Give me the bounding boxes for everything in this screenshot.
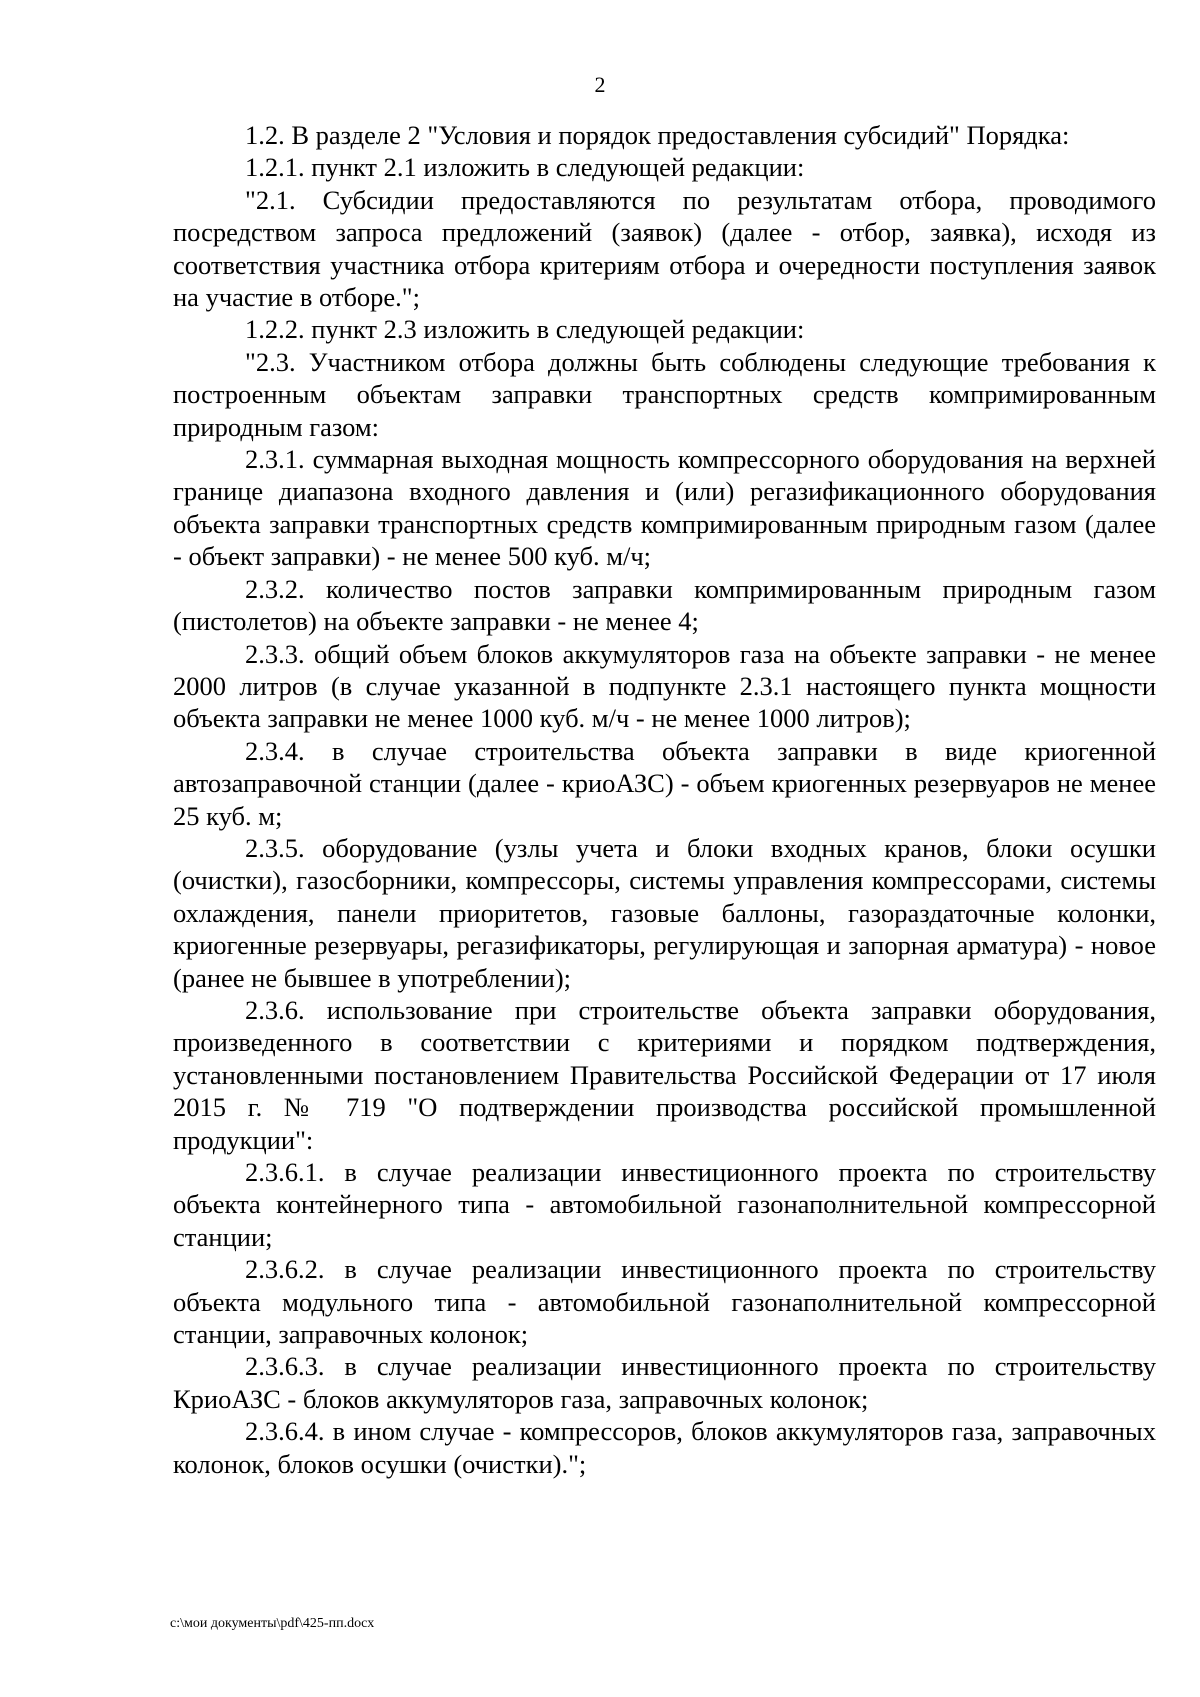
paragraph: 2.3.3. общий объем блоков аккумуляторов газа на объекте заправки - не менее 2000 литров (в случае указанной в подпункте 2.3.1 настоящего пункта мощности объекта заправки не менее 1000 куб. м/ч - не менее 1000 литров); <box>173 638 1156 734</box>
paragraph: 1.2.1. пункт 2.1 изложить в следующей редакции: <box>245 152 805 183</box>
page-number: 2 <box>594 72 606 97</box>
paragraph: 2.3.5. оборудование (узлы учета и блоки входных кранов, блоки осушки (очистки), газосборники, компрессоры, системы управления компрессорами, системы охлаждения, панели приоритетов, газовые баллоны, газораздаточные колонки, криогенные резервуары, регазификаторы, регулирующая и запорная арматура) - новое (ранее не бывшее в употреблении); <box>173 832 1156 993</box>
paragraph: 2.3.6.3. в случае реализации инвестиционного проекта по строительству КриоАЗС - блоков аккумуляторов газа, заправочных колонок; <box>173 1351 1156 1414</box>
paragraph: 1.2.2. пункт 2.3 изложить в следующей редакции: <box>245 314 805 345</box>
paragraph: 2.3.6.4. в ином случае - компрессоров, блоков аккумуляторов газа, заправочных колонок, блоков осушки (очистки)."; <box>173 1416 1156 1479</box>
footer-file-path: c:\мои документы\pdf\425-пп.docx <box>170 1616 375 1631</box>
paragraph: 2.3.6. использование при строительстве объекта заправки оборудования, произведенного в соответствии с критериями и порядком подтверждения, установленными постановлением Правительства Российской Федерации от 17 июля 2015 г. № 719 "О подтверждении производства российской промышленной продукции": <box>173 994 1156 1155</box>
paragraph: 2.3.1. суммарная выходная мощность компрессорного оборудования на верхней границе диапазона входного давления и (или) регазификационного оборудования объекта заправки транспортных средств компримированным природным газом (далее - объект заправки) - не менее 500 куб. м/ч; <box>173 444 1156 572</box>
paragraph: 1.2. В разделе 2 "Условия и порядок предоставления субсидий" Порядка: <box>245 120 1070 150</box>
paragraph: "2.3. Участником отбора должны быть соблюдены следующие требования к построенным объектам заправки транспортных средств компримированным природным газом: <box>173 346 1156 442</box>
paragraph: 2.3.4. в случае строительства объекта заправки в виде криогенной автозаправочной станции (далее - криоАЗС) - объем криогенных резервуаров не менее 25 куб. м; <box>173 735 1156 831</box>
document-body <box>173 119 1156 1480</box>
paragraph: 2.3.6.2. в случае реализации инвестиционного проекта по строительству объекта модульного типа - автомобильной газонаполнительной компрессорной станции, заправочных колонок; <box>173 1254 1156 1350</box>
paragraph: 2.3.2. количество постов заправки компримированным природным газом (пистолетов) на объекте заправки - не менее 4; <box>173 573 1156 637</box>
paragraph: "2.1. Субсидии предоставляются по результатам отбора, проводимого посредством запроса предложений (заявок) (далее - отбор, заявка), исходя из соответствия участника отбора критериям отбора и очередности поступления заявок на участие в отборе."; <box>173 184 1156 313</box>
paragraph: 2.3.6.1. в случае реализации инвестиционного проекта по строительству объекта контейнерного типа - автомобильной газонаполнительной компрессорной станции; <box>173 1157 1156 1252</box>
